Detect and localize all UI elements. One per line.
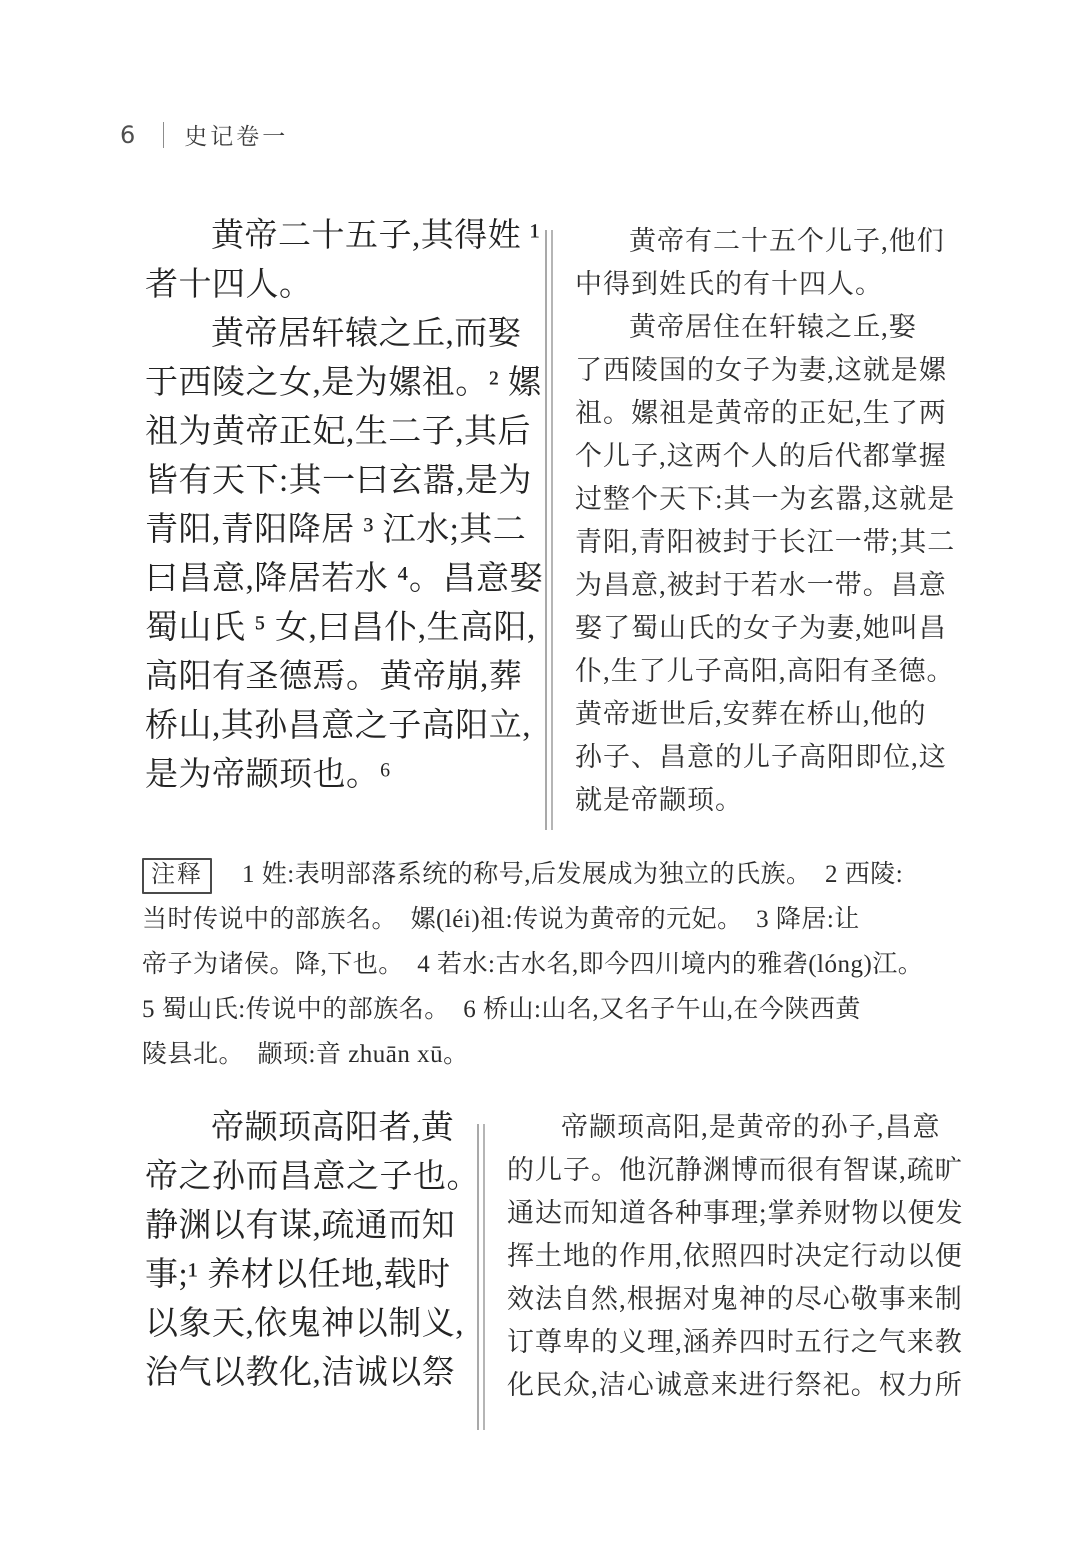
translation-text-line: 娶了蜀山氏的女子为妻,她叫昌 [575,613,947,643]
translation-text-line: 效法自然,根据对鬼神的尽心敬事来制 [507,1284,963,1314]
translation-text-line: 个儿子,这两个人的后代都掌握 [575,441,947,471]
translation-text-line: 过整个天下:其一为玄嚣,这就是 [575,484,956,514]
classical-text-line: 是为帝颛顼也。⁶ [145,757,392,793]
translation-text-line: 孙子、昌意的儿子高阳即位,这 [575,742,947,772]
translation-text-line: 为昌意,被封于若水一带。昌意 [575,570,947,600]
classical-text-line: 以象天,依鬼神以制义, [145,1306,464,1342]
page-number: 6 [120,120,136,149]
classical-text-column-2 [145,1104,480,1398]
translation-text-line: 仆,生了儿子高阳,高阳有圣德。 [575,656,955,686]
note-line: 帝子为诸侯。降,下也。 4 若水:古水名,即今四川境内的雅砻(lóng)江。 [142,951,924,978]
classical-text-line: 帝之孙而昌意之子也。 [145,1159,480,1195]
page-header [120,118,288,151]
classical-text-line: 者十四人。 [145,267,313,303]
translation-text-line: 中得到姓氏的有十四人。 [575,269,883,299]
classical-text-line: 青阳,青阳降居 ³ 江水;其二 [145,512,527,548]
translation-text-line: 了西陵国的女子为妻,这就是嫘 [575,355,947,385]
notes-section [142,852,923,1077]
classical-text-line: 于西陵之女,是为嫘祖。² 嫘 [145,365,542,401]
classical-text-line: 蜀山氏 ⁵ 女,曰昌仆,生高阳, [145,610,536,646]
translation-text-line: 订尊卑的义理,涵养四时五行之气来教 [507,1327,963,1357]
classical-text-line: 桥山,其孙昌意之子高阳立, [145,708,531,744]
classical-text-line: 黄帝二十五子,其得姓 ¹ [211,218,541,254]
translation-text-line: 青阳,青阳被封于长江一带;其二 [575,527,956,557]
translation-text-line: 黄帝居住在轩辕之丘,娶 [629,312,917,342]
classical-text-line: 治气以教化,洁诚以祭 [145,1355,456,1391]
translation-text-line: 通达而知道各种事理;掌养财物以便发 [507,1198,964,1228]
note-line: 当时传说中的部族名。 嫘(léi)祖:传说为黄帝的元妃。 3 降居:让 [142,906,860,933]
translation-text-line: 黄帝逝世后,安葬在桥山,他的 [575,699,927,729]
classical-text-column-1 [145,212,543,800]
classical-text-line: 祖为黄帝正妃,生二子,其后 [145,414,531,450]
translation-text-line: 就是帝颛顼。 [575,785,743,815]
note-line-first [142,852,923,897]
note-line: 5 蜀山氏:传说中的部族名。 6 桥山:山名,又名子午山,在今陕西黄 [142,996,861,1023]
translation-column-2 [507,1106,964,1407]
classical-text-line: 高阳有圣德焉。黄帝崩,葬 [145,659,523,695]
translation-text-line: 祖。嫘祖是黄帝的正妃,生了两 [575,398,947,428]
notes-lines [142,897,923,1077]
classical-text-line: 静渊以有谋,疏通而知 [145,1208,456,1244]
running-title: 史记卷一 [184,124,289,149]
header-rule [163,122,164,148]
translation-text-line: 黄帝有二十五个儿子,他们 [629,226,945,256]
translation-text-line: 挥土地的作用,依照四时决定行动以便 [507,1241,963,1271]
translation-text-line: 帝颛顼高阳,是黄帝的孙子,昌意 [561,1112,941,1142]
notes-label-box: 注释 [142,858,212,894]
classical-text-line: 黄帝居轩辕之丘,而娶 [211,316,522,352]
translation-text-line: 化民众,洁心诚意来进行祭祀。权力所 [507,1370,963,1400]
classical-text-line: 皆有天下:其一曰玄嚣,是为 [145,463,532,499]
column-divider-top [545,230,553,830]
classical-text-line: 帝颛顼高阳者,黄 [211,1110,455,1146]
translation-text-line: 的儿子。他沉静渊博而很有智谋,疏旷 [507,1155,963,1185]
classical-text-line: 曰昌意,降居若水 ⁴。昌意娶 [145,561,544,597]
note-line: 陵县北。 颛顼:音 zhuān xū。 [142,1041,469,1068]
translation-column-1 [575,220,955,822]
classical-text-line: 事;¹ 养材以任地,载时 [145,1257,451,1293]
column-divider-bottom [477,1124,485,1430]
note-text: 1 姓:表明部落系统的称号,后发展成为独立的氏族。 2 西陵: [242,861,904,888]
